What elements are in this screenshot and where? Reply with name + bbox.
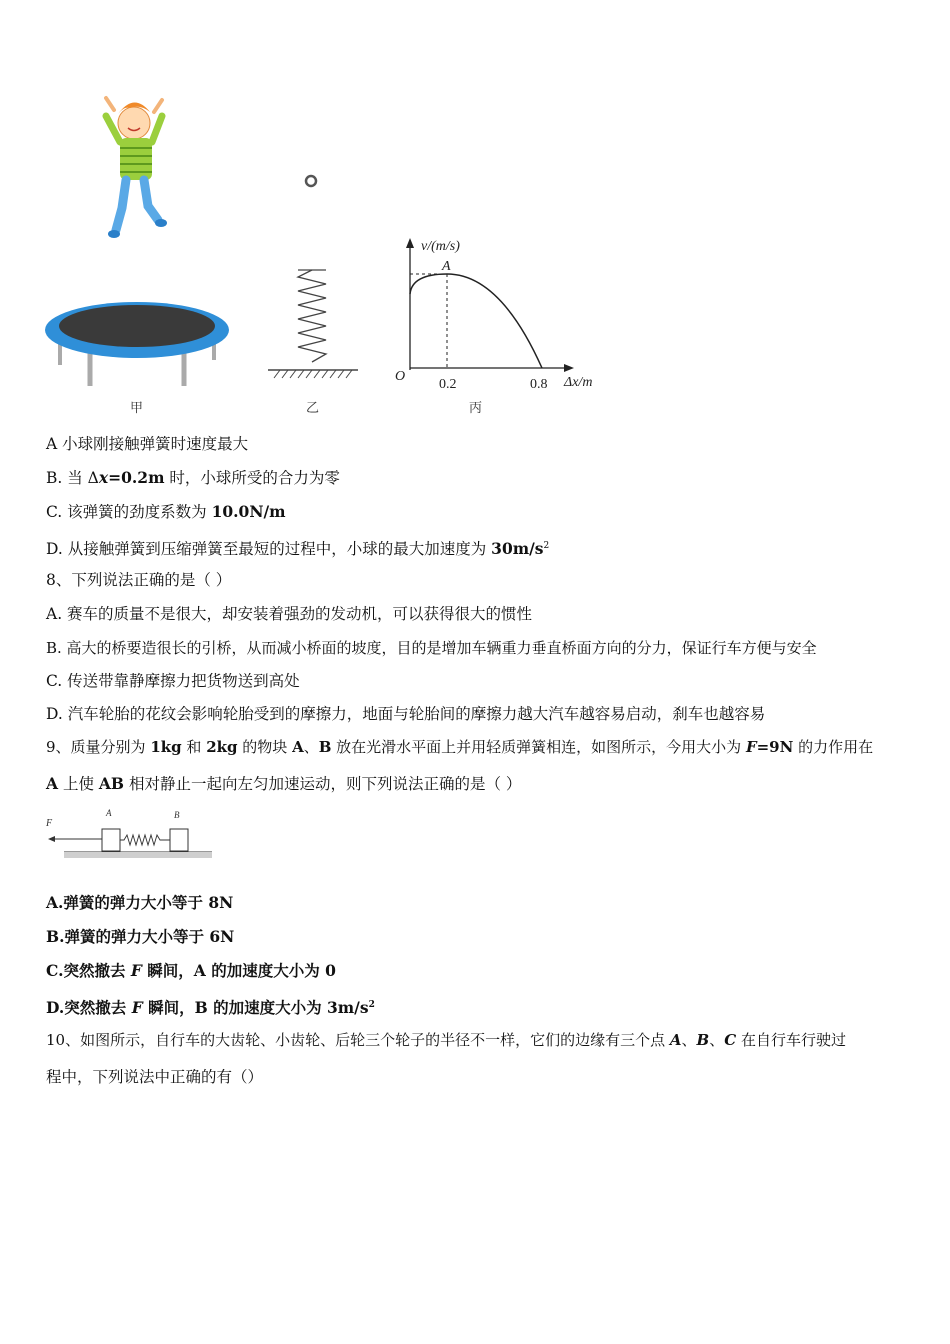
q9-block-b-label: B [174,810,180,820]
q7-option-c: C. 该弹簧的劲度系数为 10.0N/m [46,502,286,521]
q9-block-b [170,829,188,851]
trampoline-illustration [45,302,229,386]
q8-stem: 8、下列说法正确的是（ ） [46,571,232,589]
q9-block-a [102,829,120,851]
graph-x-axis-label: Δx/m [564,375,593,390]
q8-option-c: C. 传送带靠静摩擦力把货物送到高处 [46,672,300,690]
caption-yi: 乙 [306,401,320,416]
q7-option-b: B. 当 Δx=0.2m 时，小球所受的合力为零 [46,468,340,487]
q9-option-c: C.突然撤去 F 瞬间，A 的加速度大小为 0 [46,961,336,980]
jumping-child-illustration [106,98,167,238]
q9-block-a-label: A [106,808,112,818]
q9-force-label: F [46,818,53,829]
velocity-displacement-graph [395,238,592,392]
ball-spring-illustration [268,176,358,378]
q9-stem-line2: A 上使 AB 相对静止一起向左匀加速运动，则下列说法正确的是（ ） [46,774,522,793]
q9-option-a: A.弹簧的弹力大小等于 8N [46,893,234,912]
q7-option-d: D. 从接触弹簧到压缩弹簧至最短的过程中，小球的最大加速度为 $30m/s^2$ [46,539,550,559]
caption-jia: 甲 [130,401,144,416]
graph-y-axis-label: v/(m/s) [421,239,460,254]
q9-stem-line1: 9、质量分别为 1kg 和 2kg 的物块 A、B 放在光滑水平面上并用轻质弹簧相连，如图所示，今用大小为 F=9N 的力作用在 [46,738,874,756]
graph-x-tick-0.8: 0.8 [530,377,548,392]
q10-stem-line1: 10、如图所示，自行车的大齿轮、小齿轮、后轮三个轮子的半径不一样，它们的边缘有三个点 A、B、C 在自行车行驶过 [46,1031,846,1049]
q9-option-d: D.突然撤去 F 瞬间，B 的加速度大小为 $3m/s^2$ [46,998,375,1018]
q9-blocks-spring-figure [44,804,216,866]
q8-option-a: A. 赛车的质量不是很大，却安装着强劲的发动机，可以获得很大的惯性 [46,605,533,623]
q8-option-b: B. 高大的桥要造很长的引桥，从而减小桥面的坡度，目的是增加车辆重力垂直桥面方向的分力，保证行车方便与安全 [46,639,817,657]
trampoline-spring-graph-figure [30,90,630,420]
graph-peak-label: A [442,259,451,274]
graph-x-tick-0.2: 0.2 [439,377,457,392]
q9-option-b: B.弹簧的弹力大小等于 6N [46,927,235,946]
graph-origin-label: O [395,369,406,384]
q8-option-d: D. 汽车轮胎的花纹会影响轮胎受到的摩擦力，地面与轮胎间的摩擦力越大汽车越容易启动，刹车也越容易 [46,705,766,723]
caption-bing: 丙 [469,401,483,416]
q10-stem-line2: 程中，下列说法中正确的有（） [46,1068,264,1086]
q7-option-a: A 小球刚接触弹簧时速度最大 [46,435,249,453]
